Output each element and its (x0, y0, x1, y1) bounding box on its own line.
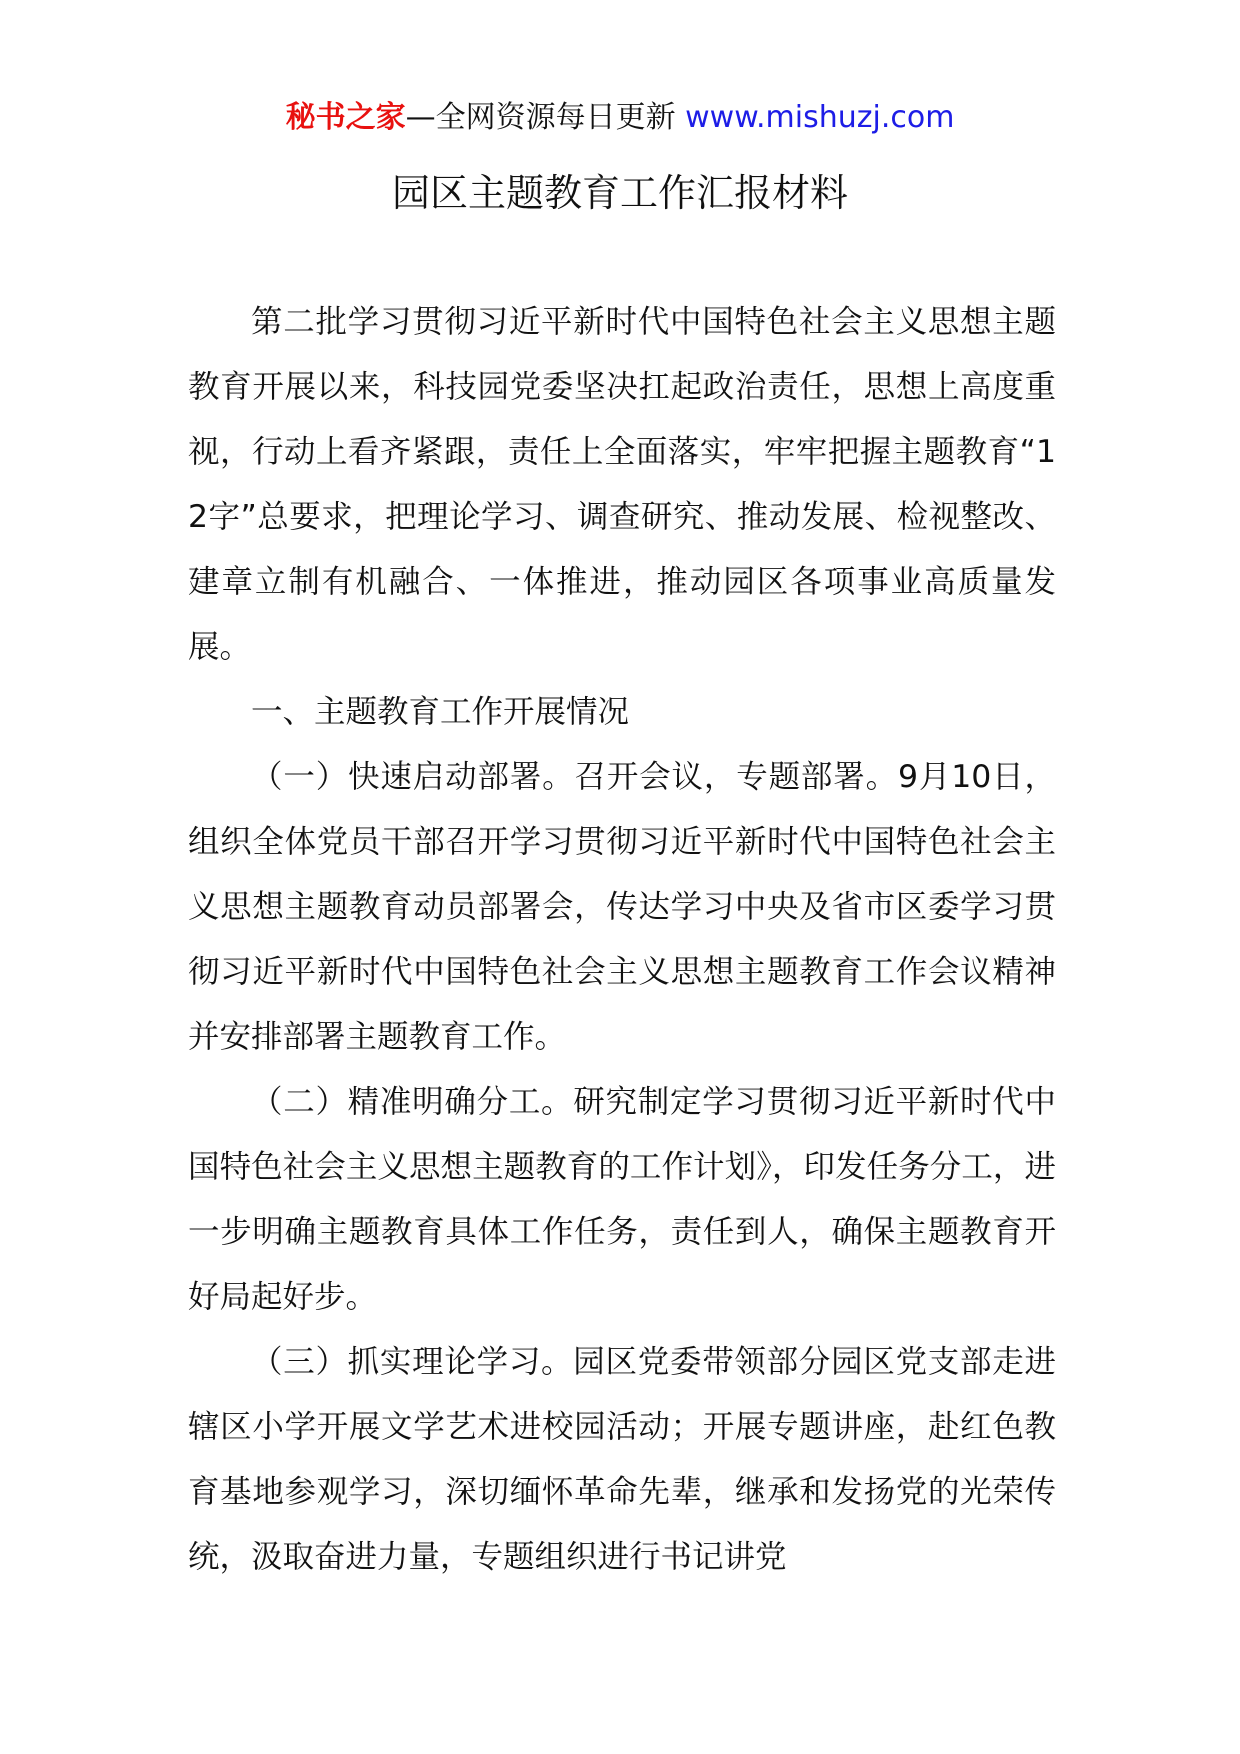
site-slogan: —全网资源每日更新 (405, 100, 686, 135)
subsection-1-paragraph: （一）快速启动部署。召开会议，专题部署。9月10日，组织全体党员干部召开学习贯彻习近平新时代中国特色社会主义思想主题教育动员部署会，传达学习中央及省市区委学习贯彻习近平新时代中国特色社会主义思想主题教育工作会议精神并安排部署主题教育工作。 (188, 759, 1056, 1055)
intro-paragraph: 第二批学习贯彻习近平新时代中国特色社会主义思想主题教育开展以来，科技园党委坚决扛起政治责任，思想上高度重视，行动上看齐紧跟，责任上全面落实，牢牢把握主题教育“12字”总要求，把理论学习、调查研究、推动发展、检视整改、建章立制有机融合、一体推进，推动园区各项事业高质量发展。 (188, 304, 1056, 665)
site-brand: 秘书之家 (285, 100, 406, 135)
section-heading-1: 一、主题教育工作开展情况 (251, 694, 630, 730)
document-body (188, 290, 1056, 1590)
subsection-3-paragraph: （三）抓实理论学习。园区党委带领部分园区党支部走进辖区小学开展文学艺术进校园活动；开展专题讲座，赴红色教育基地参观学习，深切缅怀革命先辈，继承和发扬党的光荣传统，汲取奋进力量，专题组织进行书记讲党 (188, 1344, 1056, 1575)
site-header (0, 98, 1240, 138)
subsection-2-paragraph: （二）精准明确分工。研究制定学习贯彻习近平新时代中国特色社会主义思想主题教育的工作计划》，印发任务分工，进一步明确主题教育具体工作任务，责任到人，确保主题教育开好局起好步。 (188, 1084, 1056, 1315)
site-url-link[interactable]: www.mishuzj.com (685, 100, 955, 135)
document-title: 园区主题教育工作汇报材料 (391, 171, 848, 215)
